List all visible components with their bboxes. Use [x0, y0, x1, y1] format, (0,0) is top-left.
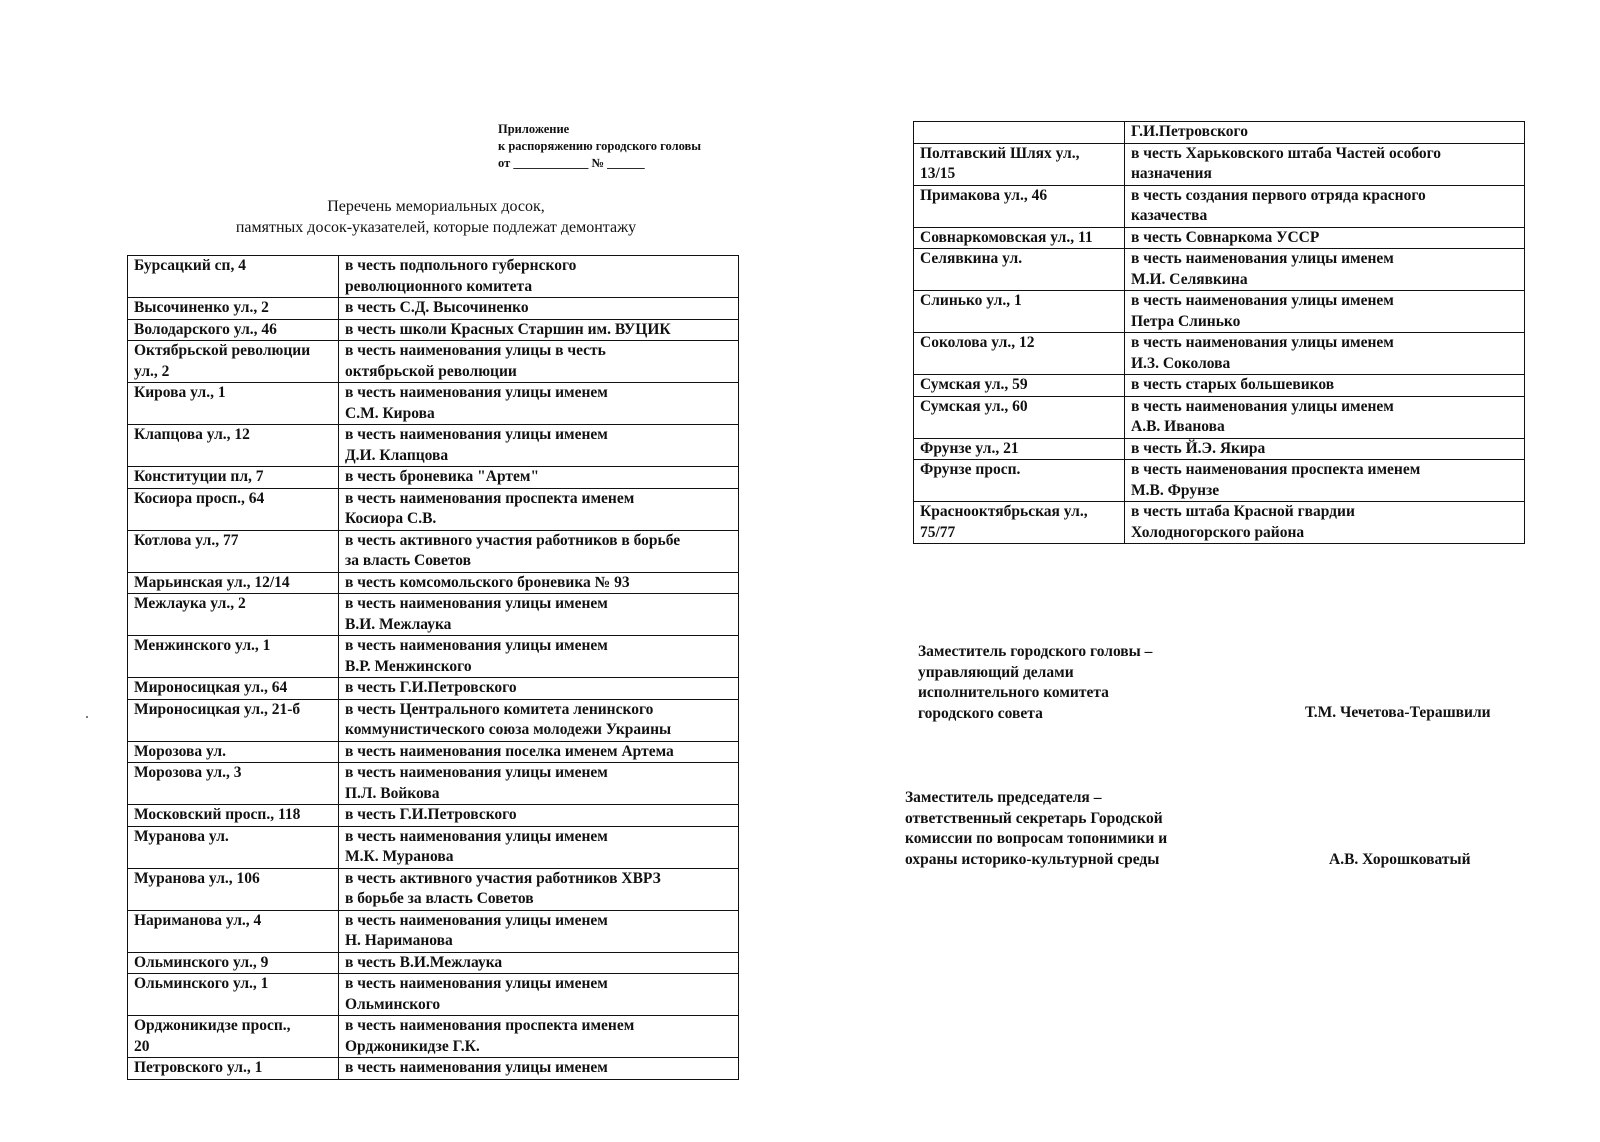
address-cell	[128, 572, 339, 594]
table-row	[914, 122, 1525, 144]
dedication-cell-line: в честь старых большевиков	[1131, 376, 1335, 393]
address-cell	[128, 256, 339, 298]
dedication-cell-line: в честь наименования улицы именем	[345, 975, 608, 992]
dedication-cell	[1125, 143, 1525, 185]
table-row	[914, 227, 1525, 249]
signature-block-deputy-head	[918, 642, 1152, 724]
address-cell-line: 75/77	[920, 523, 956, 541]
address-cell	[128, 868, 339, 910]
dedication-cell-line: в честь наименования улицы в честь	[345, 342, 606, 359]
dedication-cell-line: в честь наименования улицы именем	[345, 426, 608, 443]
dedication-cell	[1125, 185, 1525, 227]
table-row	[914, 249, 1525, 291]
address-cell	[914, 143, 1125, 185]
memorial-table-left	[127, 255, 739, 1080]
table-row	[128, 467, 739, 489]
dedication-cell-line: в честь наименования улицы именем	[1131, 250, 1394, 267]
dedication-cell	[339, 572, 739, 594]
dedication-cell	[1125, 396, 1525, 438]
dedication-cell	[339, 678, 739, 700]
address-cell	[128, 763, 339, 805]
dedication-cell-line: в честь наименования проспекта именем	[345, 489, 635, 507]
address-cell-line: Совнаркомовская ул., 11	[920, 228, 1093, 246]
list-title-line-2: памятных досок-указателей, которые подлежат демонтажу	[235, 219, 637, 236]
dedication-cell	[339, 341, 739, 383]
dedication-cell-line: в честь наименования улицы именем	[1131, 292, 1394, 309]
address-cell-line: Примакова ул., 46	[920, 186, 1048, 204]
table-row	[128, 699, 739, 741]
dedication-cell-line: Д.И. Клапцова	[345, 446, 449, 464]
address-cell-line: Конституции пл, 7	[134, 468, 264, 485]
table-row	[128, 425, 739, 467]
address-cell	[128, 826, 339, 868]
table-row	[128, 594, 739, 636]
dedication-cell-line: в честь Й.Э. Якира	[1131, 439, 1266, 457]
dedication-cell-line: в честь наименования улицы именем	[345, 764, 608, 781]
address-cell-line: Межлаука ул., 2	[134, 595, 246, 612]
dedication-cell-line: в честь наименования улицы именем	[345, 384, 608, 401]
table-row	[914, 185, 1525, 227]
dedication-cell-line: Петра Слинько	[1131, 312, 1241, 330]
signatory-position-line: охраны историко-культурной среды	[905, 850, 1160, 868]
dedication-cell-line: Орджоникидзе Г.К.	[345, 1037, 480, 1055]
dedication-cell-line: в честь наименования проспекта именем	[1131, 461, 1421, 478]
table-row	[914, 438, 1525, 460]
dedication-cell	[339, 298, 739, 320]
dedication-cell	[339, 636, 739, 678]
table-row	[914, 143, 1525, 185]
address-cell	[128, 298, 339, 320]
address-cell-line: Петровского ул., 1	[134, 1059, 263, 1076]
address-cell-line: Сумская ул., 59	[920, 376, 1028, 393]
dedication-cell-line: Косиора С.В.	[345, 510, 437, 527]
dedication-cell-line: в честь наименования проспекта именем	[345, 1017, 635, 1034]
dedication-cell-line: назначения	[1131, 165, 1212, 182]
dedication-cell-line: в честь активного участия работников в борьбе	[345, 531, 681, 549]
table-row	[128, 1016, 739, 1058]
dedication-cell	[1125, 333, 1525, 375]
address-cell-line: Муранова ул., 106	[134, 869, 260, 887]
dedication-cell	[339, 467, 739, 489]
address-cell	[914, 333, 1125, 375]
dedication-cell-line: в честь Центрального комитета ленинского	[345, 700, 654, 718]
dedication-cell	[339, 425, 739, 467]
signatory-position-line: исполнительного комитета	[918, 684, 1109, 701]
address-cell-line: Клапцова ул., 12	[134, 426, 250, 443]
dedication-cell	[339, 699, 739, 741]
address-cell	[128, 974, 339, 1016]
address-cell-line: Морозова ул.	[134, 742, 226, 760]
address-cell-line: Котлова ул., 77	[134, 531, 239, 549]
dedication-cell-line: в честь броневика "Артем"	[345, 468, 540, 485]
address-cell	[914, 249, 1125, 291]
address-cell-line: Орджоникидзе просп.,	[134, 1017, 291, 1034]
dedication-cell-line: П.Л. Войкова	[345, 784, 440, 802]
table-row	[914, 375, 1525, 397]
dedication-cell	[339, 805, 739, 827]
signatory-position-line: комиссии по вопросам топонимики и	[905, 830, 1168, 847]
signatory-position-line: Заместитель председателя –	[905, 789, 1102, 806]
scan-speck	[86, 716, 88, 718]
address-cell-line: Высочиненко ул., 2	[134, 299, 269, 316]
address-cell-line: Ольминского ул., 9	[134, 953, 269, 971]
dedication-cell-line: М.К. Муранова	[345, 848, 454, 865]
dedication-cell	[1125, 122, 1525, 144]
address-cell	[128, 383, 339, 425]
table-row	[128, 826, 739, 868]
table-row	[128, 572, 739, 594]
dedication-cell-line: И.З. Соколова	[1131, 354, 1231, 372]
dedication-cell	[339, 910, 739, 952]
table-row	[914, 291, 1525, 333]
address-cell	[128, 530, 339, 572]
dedication-cell-line: С.М. Кирова	[345, 404, 435, 422]
dedication-cell	[339, 952, 739, 974]
address-cell-line: Мироносицкая ул., 21-б	[134, 700, 301, 718]
address-cell-line: Слинько ул., 1	[920, 292, 1022, 309]
dedication-cell-line: в честь наименования улицы именем	[345, 911, 608, 929]
address-cell	[128, 1058, 339, 1080]
address-cell-line: Сумская ул., 60	[920, 397, 1028, 415]
dedication-cell-line: в честь штаба Красной гвардии	[1131, 503, 1355, 520]
dedication-cell	[1125, 375, 1525, 397]
address-cell	[128, 805, 339, 827]
dedication-cell	[339, 530, 739, 572]
dedication-cell	[1125, 502, 1525, 544]
signatory-name-chechetova: Т.М. Чечетова-Терашвили	[1305, 704, 1491, 721]
dedication-cell-line: казачества	[1131, 207, 1208, 224]
dedication-cell	[1125, 438, 1525, 460]
address-cell-line: Морозова ул., 3	[134, 764, 242, 781]
table-row	[128, 1058, 739, 1080]
dedication-cell	[339, 319, 739, 341]
address-cell-line: ул., 2	[134, 362, 170, 380]
dedication-cell	[1125, 291, 1525, 333]
appendix-header	[498, 121, 701, 172]
signatory-position-line: Заместитель городского головы –	[918, 643, 1153, 660]
dedication-cell	[339, 488, 739, 530]
address-cell	[914, 122, 1125, 144]
dedication-cell	[1125, 249, 1525, 291]
dedication-cell	[339, 974, 739, 1016]
dedication-cell	[339, 256, 739, 298]
address-cell-line: 13/15	[920, 165, 956, 182]
dedication-cell-line: в честь наименования улицы именем	[345, 827, 608, 845]
address-cell	[128, 467, 339, 489]
dedication-cell-line: в честь школи Красных Старшин им. ВУЦИК	[345, 320, 671, 338]
address-cell	[128, 425, 339, 467]
table-row	[128, 763, 739, 805]
dedication-cell-line: М.В. Фрунзе	[1131, 481, 1220, 499]
dedication-cell-line: в честь наименования улицы именем	[345, 595, 608, 612]
dedication-cell	[1125, 460, 1525, 502]
list-title	[128, 196, 744, 238]
address-cell-line: Муранова ул.	[134, 827, 229, 845]
address-cell	[128, 741, 339, 763]
address-cell-line: Косиора просп., 64	[134, 489, 265, 507]
dedication-cell-line: Н. Нариманова	[345, 932, 453, 949]
table-row	[128, 952, 739, 974]
dedication-cell-line: в честь наименования улицы именем	[1131, 334, 1394, 351]
dedication-cell-line: в честь Совнаркома УССР	[1131, 228, 1320, 246]
dedication-cell-line: в честь Харьковского штаба Частей особого	[1131, 144, 1442, 162]
address-cell-line: Фрунзе ул., 21	[920, 439, 1019, 457]
table-row	[128, 868, 739, 910]
address-cell	[128, 699, 339, 741]
address-cell-line: Соколова ул., 12	[920, 334, 1035, 351]
dedication-cell-line: в честь наименования поселка именем Артема	[345, 742, 674, 760]
address-cell	[128, 910, 339, 952]
table-row	[914, 396, 1525, 438]
dedication-cell-line: в честь Г.И.Петровского	[345, 806, 517, 823]
address-cell	[128, 952, 339, 974]
dedication-cell-line: В.И. Межлаука	[345, 615, 452, 633]
dedication-cell-line: в честь наименования улицы именем	[345, 1059, 608, 1076]
table-row	[128, 636, 739, 678]
dedication-cell	[339, 763, 739, 805]
dedication-cell-line: в честь В.И.Межлаука	[345, 953, 503, 971]
address-cell-line: Ольминского ул., 1	[134, 975, 269, 992]
address-cell	[128, 319, 339, 341]
dedication-cell	[339, 826, 739, 868]
address-cell	[914, 375, 1125, 397]
address-cell	[914, 291, 1125, 333]
signatory-name-khoroshkovaty: А.В. Хорошковатый	[1329, 851, 1471, 868]
appendix-date-number: от ____________ № ______	[498, 156, 645, 170]
dedication-cell-line: В.Р. Менжинского	[345, 657, 472, 675]
address-cell-line: Кирова ул., 1	[134, 384, 226, 401]
dedication-cell-line: за власть Советов	[345, 552, 471, 569]
dedication-cell-line: в борьбе за власть Советов	[345, 890, 534, 907]
address-cell-line: Селявкина ул.	[920, 250, 1023, 267]
dedication-cell-line: в честь наименования улицы именем	[1131, 397, 1394, 415]
memorial-table-right	[913, 121, 1525, 544]
dedication-cell	[339, 868, 739, 910]
dedication-cell-line: революционного комитета	[345, 277, 533, 295]
dedication-cell-line: в честь наименования улицы именем	[345, 637, 608, 654]
address-cell	[128, 636, 339, 678]
dedication-cell-line: М.И. Селявкина	[1131, 270, 1248, 288]
address-cell-line: Нариманова ул., 4	[134, 911, 262, 929]
address-cell-line: Мироносицкая ул., 64	[134, 679, 288, 696]
dedication-cell-line: в честь подпольного губернского	[345, 257, 577, 274]
dedication-cell-line: в честь С.Д. Высочиненко	[345, 299, 529, 316]
dedication-cell-line: Г.И.Петровского	[1131, 123, 1248, 140]
signatory-position-line: ответственный секретарь Городской	[905, 809, 1163, 827]
address-cell	[914, 185, 1125, 227]
address-cell-line: Бурсацкий сп, 4	[134, 257, 246, 274]
list-title-line-1: Перечень мемориальных досок,	[327, 198, 545, 215]
address-cell-line: Володарского ул., 46	[134, 320, 277, 338]
address-cell-line: Марьинская ул., 12/14	[134, 573, 290, 591]
dedication-cell-line: октябрьской революции	[345, 362, 517, 380]
dedication-cell-line: в честь активного участия работников ХВРЗ	[345, 869, 661, 887]
address-cell-line: Фрунзе просп.	[920, 461, 1021, 478]
address-cell-line: Краснооктябрьская ул.,	[920, 503, 1088, 520]
address-cell	[128, 488, 339, 530]
dedication-cell	[339, 741, 739, 763]
dedication-cell-line: в честь комсомольского броневика № 93	[345, 573, 630, 591]
dedication-cell	[339, 1058, 739, 1080]
table-row	[128, 974, 739, 1016]
signatory-position-line: управляющий делами	[918, 663, 1074, 681]
address-cell	[128, 594, 339, 636]
address-cell	[128, 341, 339, 383]
table-row	[128, 256, 739, 298]
table-row	[914, 502, 1525, 544]
address-cell-line: Московский просп., 118	[134, 806, 301, 823]
address-cell-line: Октябрьской революции	[134, 342, 311, 359]
table-row	[128, 298, 739, 320]
appendix-label: Приложение	[498, 122, 570, 136]
dedication-cell-line: в честь создания первого отряда красного	[1131, 186, 1426, 204]
dedication-cell	[1125, 227, 1525, 249]
table-row	[128, 488, 739, 530]
dedication-cell	[339, 383, 739, 425]
table-row	[914, 333, 1525, 375]
dedication-cell	[339, 1016, 739, 1058]
table-row	[128, 678, 739, 700]
address-cell-line: Менжинского ул., 1	[134, 637, 271, 654]
table-row	[128, 910, 739, 952]
table-row	[128, 805, 739, 827]
dedication-cell-line: Ольминского	[345, 995, 441, 1013]
address-cell-line: Полтавский Шлях ул.,	[920, 144, 1080, 162]
table-row	[128, 319, 739, 341]
address-cell	[914, 460, 1125, 502]
signature-block-deputy-chair	[905, 788, 1167, 870]
dedication-cell	[339, 594, 739, 636]
address-cell	[914, 396, 1125, 438]
table-row	[128, 741, 739, 763]
address-cell	[128, 1016, 339, 1058]
address-cell	[914, 502, 1125, 544]
dedication-cell-line: коммунистического союза молодежи Украины	[345, 721, 672, 738]
table-row	[128, 383, 739, 425]
signatory-position-line: городского совета	[918, 704, 1043, 722]
appendix-order-reference: к распоряжению городского головы	[498, 139, 702, 153]
table-row	[128, 341, 739, 383]
dedication-cell-line: А.В. Иванова	[1131, 418, 1225, 435]
address-cell	[914, 227, 1125, 249]
address-cell-line: 20	[134, 1037, 150, 1055]
dedication-cell-line: в честь Г.И.Петровского	[345, 679, 517, 696]
address-cell	[914, 438, 1125, 460]
address-cell	[128, 678, 339, 700]
table-row	[914, 460, 1525, 502]
table-row	[128, 530, 739, 572]
dedication-cell-line: Холодногорского района	[1131, 523, 1305, 541]
